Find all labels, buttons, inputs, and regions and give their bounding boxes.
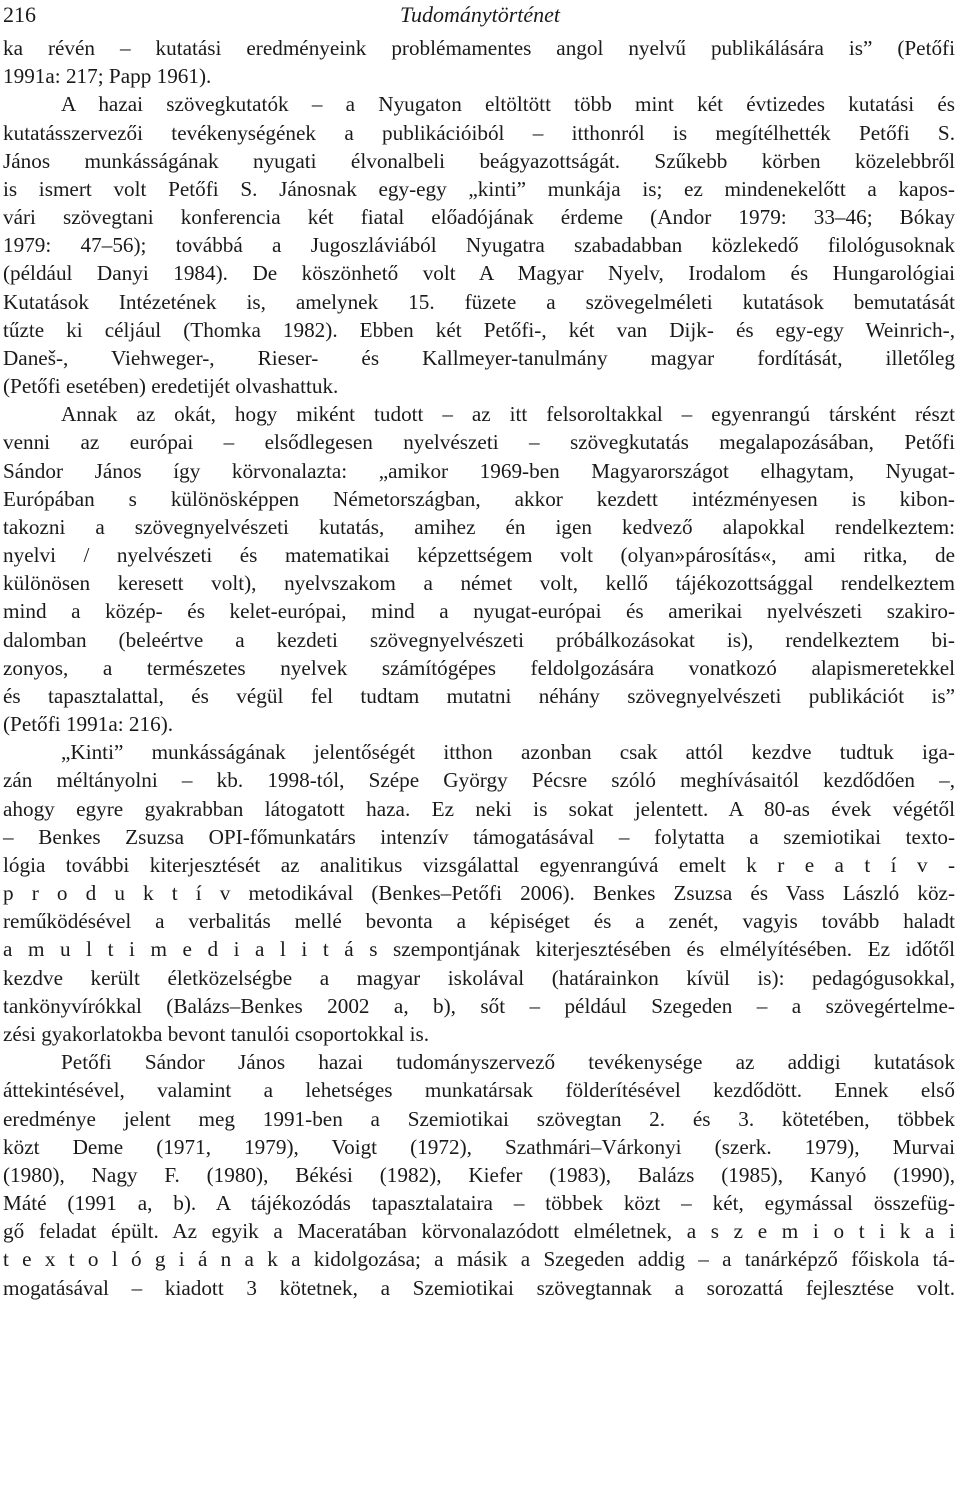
text-line-content: kezdve került életközelségbe a magyar iskolával (határainkon kívül is): pedagógusokkal, — [3, 965, 955, 990]
text-line — [3, 541, 955, 569]
text-line-content: „Kinti” munkásságának jelentőségét itthon azonban csak attól kezdve tudtuk iga- — [61, 740, 955, 765]
text-line — [3, 1133, 955, 1161]
text-line — [3, 344, 955, 372]
text-line — [3, 1217, 955, 1245]
text-line-content: tankönyvírókkal (Balázs–Benkes 2002 a, b), sőt – például Szegeden – a szövegértelme- — [3, 993, 955, 1018]
text-line-content: mind a közép- és kelet-európai, mind a nyugat-európai és amerikai nyelvészeti szakiro- — [3, 599, 955, 624]
text-line-content: különösen keresett volt), nyelvszakom a német volt, kellő tájékozottsággal rendelkeztem — [3, 571, 955, 596]
text-line — [61, 1048, 955, 1076]
text-line — [3, 626, 955, 654]
text-line-content: zési gyakorlatokba bevont tanulói csoportokkal is. — [3, 1022, 430, 1046]
text-line-content: zonyos, a természetes nyelvek számítógépes feldolgozására vonatkozó alapismeretekkel — [3, 655, 955, 680]
text-line-content: lógia további kiterjesztését az analitikus vizsgálattal egyenrangúvá emelt k r e a t í v - — [3, 852, 955, 877]
text-line-content: tűzte ki céljául (Thomka 1982). Ebben két Petőfi-, két van Dijk- és egy-egy Weinrich-, — [3, 317, 955, 342]
text-line — [3, 682, 955, 710]
text-line — [3, 485, 955, 513]
text-line — [3, 1161, 955, 1189]
text-line — [3, 879, 955, 907]
text-line — [61, 90, 955, 118]
text-line — [3, 1245, 955, 1273]
text-line-content: kutatásszervezői tevékenységének a publikációiból – itthonról is megítélhették Petőfi S. — [3, 120, 955, 145]
text-line-content: a m u l t i m e d i a l i t á s szempontjának kiterjesztésében és elmélyítésében. Ez időtől — [3, 937, 955, 962]
text-line — [3, 710, 955, 738]
text-line — [61, 738, 955, 766]
text-line-content: Kutatások Intézetének is, amelynek 15. füzete a szövegelméleti kutatások bemutatását — [3, 289, 955, 314]
text-line-content: takozni a szövegnyelvészeti kutatás, amihez én igen kedvező alapokkal rendelkeztem: — [3, 514, 955, 539]
text-line — [3, 795, 955, 823]
text-line — [3, 203, 955, 231]
text-line-content: 1991a: 217; Papp 1961). — [3, 64, 212, 89]
text-line-content: közt Deme (1971, 1979), Voigt (1972), Szathmári–Várkonyi (szerk. 1979), Murvai — [3, 1134, 955, 1159]
text-line-content: (Petőfi 1991a: 216). — [3, 712, 174, 737]
text-line-content: Sándor János így körvonalazta: „amikor 1969-ben Magyarországot elhagytam, Nyugat- — [3, 458, 955, 483]
text-line — [3, 1020, 955, 1048]
text-line — [3, 428, 955, 456]
text-line-content: Annak az okát, hogy miként tudott – az itt felsoroltakkal – egyenrangú társként részt — [61, 402, 955, 427]
text-line-content: – Benkes Zsuzsa OPI-főmunkatárs intenzív támogatásával – folytatta a szemiotikai texto- — [3, 824, 955, 849]
text-line — [3, 147, 955, 175]
text-line — [3, 119, 955, 147]
text-line — [3, 34, 955, 62]
text-line — [3, 457, 955, 485]
text-line-content: Petőfi Sándor János hazai tudományszervező tevékenysége az addigi kutatások — [61, 1050, 955, 1075]
text-line-content: eredménye jelent meg 1991-ben a Szemiotikai szövegtan 2. és 3. kötetében, többek — [3, 1106, 955, 1131]
text-line — [3, 992, 955, 1020]
text-line — [3, 1189, 955, 1217]
text-line — [3, 288, 955, 316]
text-line-content: venni az európai – elsődlegesen nyelvészeti – szövegkutatás megalapozásában, Petőfi — [3, 430, 955, 455]
text-line — [3, 231, 955, 259]
text-line — [3, 851, 955, 879]
text-line — [3, 1274, 955, 1302]
text-line-content: dalomban (beleértve a kezdeti szövegnyelvészeti próbálkozásokat is), rendelkeztem bi- — [3, 627, 955, 652]
text-line — [3, 964, 955, 992]
running-title: Tudománytörténet — [399, 2, 561, 27]
text-line-content: áttekintésével, valamint a lehetséges munkatársak földerítésével kezdődött. Ennek első — [3, 1078, 955, 1103]
text-line — [3, 823, 955, 851]
text-line — [3, 1105, 955, 1133]
text-line-content: zán méltányolni – kb. 1998-tól, Szépe György Pécsre szóló meghívásaitól kezdődően –, — [3, 768, 955, 793]
text-line-content: is ismert volt Petőfi S. Jánosnak egy-egy „kinti” munkája is; ez mindenekelőtt a kapos- — [3, 176, 955, 201]
text-line — [3, 935, 955, 963]
page-number: 216 — [3, 2, 36, 27]
text-line-content: (például Danyi 1984). De köszönhető volt A Magyar Nyelv, Irodalom és Hungarológiai — [3, 261, 955, 286]
text-line-content: Európában s különösképpen Németországban, akkor kezdett intézményesen is kibon- — [3, 486, 955, 511]
text-line-content: vári szövegtani konferencia két fiatal előadójának érdeme (Andor 1979: 33–46; Bókay — [3, 205, 955, 229]
text-line — [3, 569, 955, 597]
text-line — [3, 259, 955, 287]
text-line-content: (Petőfi esetében) eredetijét olvashattuk. — [3, 374, 339, 398]
text-line-content: és tapasztalattal, és végül fel tudtam mutatni néhány szövegnyelvészeti publikációt is” — [3, 683, 955, 708]
text-line-content: (1980), Nagy F. (1980), Békési (1982), Kiefer (1983), Balázs (1985), Kanyó (1990), — [3, 1162, 955, 1187]
text-line — [3, 907, 955, 935]
text-line — [3, 597, 955, 625]
text-line — [3, 766, 955, 794]
text-line — [61, 400, 955, 428]
text-line — [3, 316, 955, 344]
text-line-content: reműködésével a verbalitás mellé bevonta a képiséget és a zenét, vagyis tovább haladt — [3, 909, 955, 934]
text-line-content: p r o d u k t í v metodikával (Benkes–Petőfi 2006). Benkes Zsuzsa és Vass László köz- — [3, 881, 955, 906]
text-line-content: A hazai szövegkutatók – a Nyugaton eltöltött több mint két évtizedes kutatási és — [61, 92, 955, 117]
text-line-content: t e x t o l ó g i á n a k a kidolgozása; a másik a Szegeden addig – a tanárképző főiskola tá- — [3, 1247, 955, 1272]
text-line — [3, 1076, 955, 1104]
text-line-content: 1979: 47–56); továbbá a Jugoszláviából Nyugatra szabadabban közlekedő filológusoknak — [3, 233, 955, 258]
text-line — [3, 372, 955, 400]
page-header — [0, 0, 960, 34]
text-line — [3, 175, 955, 203]
text-line — [3, 654, 955, 682]
text-line-content: mogatásával – kiadott 3 kötetnek, a Szemiotikai szövegtannak a sorozattá fejlesztése volt. — [3, 1275, 955, 1300]
text-line-content: Máté (1991 a, b). A tájékozódás tapasztalataira – többek közt – két, egymással összefüg- — [3, 1191, 955, 1215]
text-line — [3, 62, 955, 90]
text-line-content: gő feladat épült. Az egyik a Maceratában körvonalazódott elméletnek, a s z e m i o t i k a i — [3, 1219, 955, 1244]
text-line-content: ka révén – kutatási eredményeink problémamentes angol nyelvű publikálására is” (Petőfi — [3, 36, 955, 60]
text-line — [3, 513, 955, 541]
text-line-content: nyelvi / nyelvészeti és matematikai képzettségem volt (olyan»párosítás«, ami ritka, de — [3, 543, 955, 568]
text-line-content: ahogy egyre gyakrabban látogatott haza. Ez neki is sokat jelentett. A 80-as évek végétől — [3, 796, 955, 821]
text-line-content: János munkásságának nyugati élvonalbeli beágyazottságát. Szűkebb körben közelebbről — [3, 148, 955, 173]
text-line-content: Daneš-, Viehweger-, Rieser- és Kallmeyer-tanulmány magyar fordítását, illetőleg — [3, 345, 955, 370]
